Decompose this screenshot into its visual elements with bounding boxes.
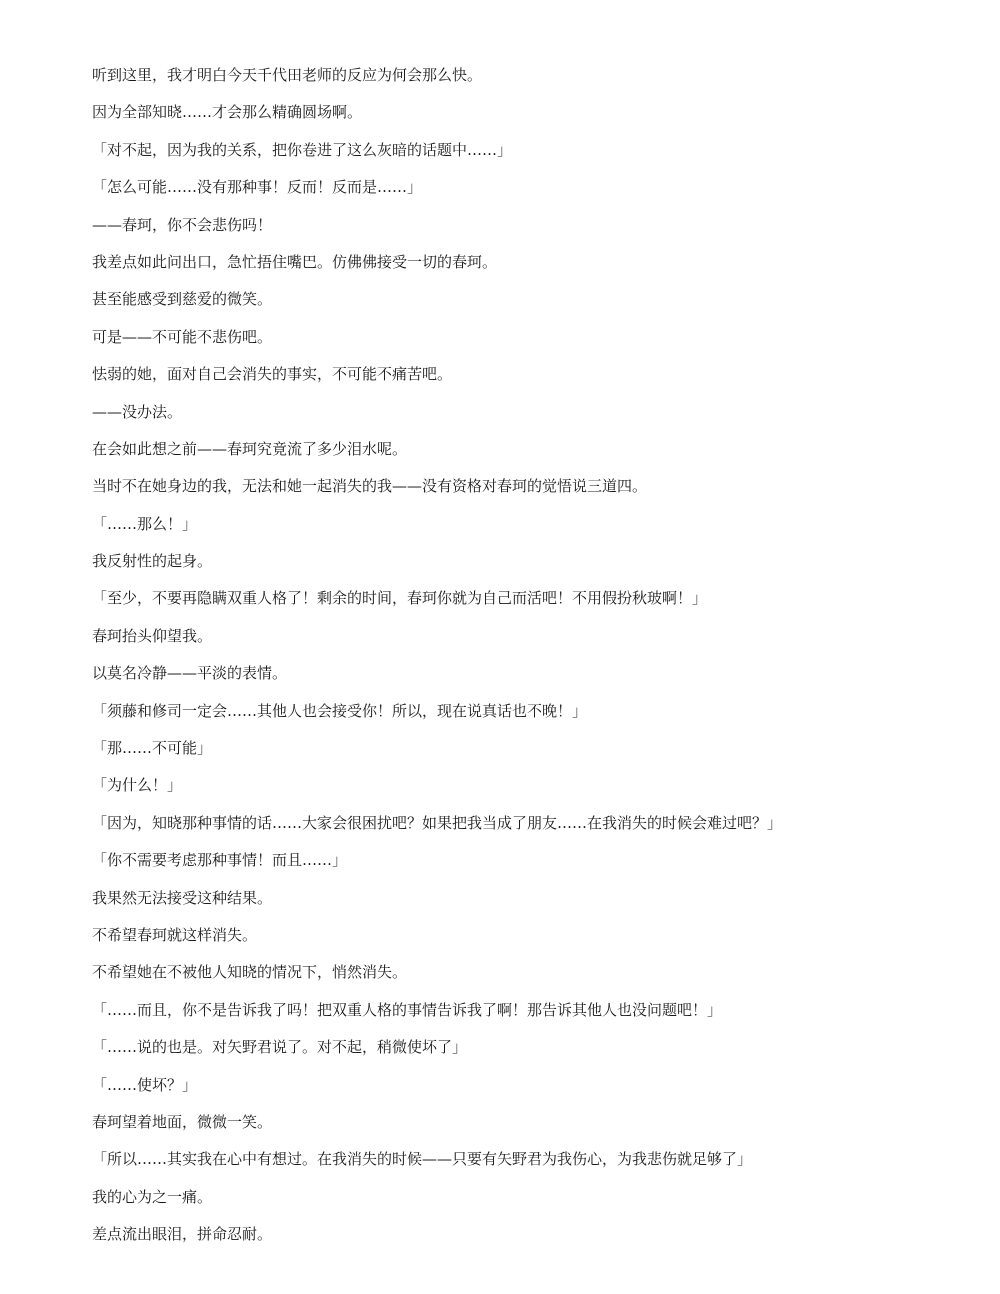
paragraph: 听到这里，我才明白今天千代田老师的反应为何会那么快。 [92,66,483,84]
paragraph: 不希望她在不被他人知晓的情况下，悄然消失。 [92,963,408,982]
paragraph: 差点流出眼泪，拼命忍耐。 [92,1225,273,1244]
paragraph: 「因为，知晓那种事情的话……大家会很困扰吧？如果把我当成了朋友……在我消失的时候会难过吧？」 [92,813,783,832]
paragraph: 「怎么可能……没有那种事！反而！反而是……」 [92,178,423,197]
paragraph: 「须藤和修司一定会……其他人也会接受你！所以，现在说真话也不晚！」 [92,701,588,720]
paragraph: 我果然无法接受这种结果。 [92,888,273,907]
paragraph: 以莫名冷静——平淡的表情。 [92,664,288,683]
paragraph: ——春珂，你不会悲伤吗！ [92,215,273,234]
paragraph: 我反射性的起身。 [92,552,213,571]
paragraph: 因为全部知晓……才会那么精确圆场啊。 [92,103,363,122]
paragraph: 「……说的也是。对矢野君说了。对不起，稍微使坏了」 [92,1038,468,1057]
paragraph: 春珂望着地面，微微一笑。 [92,1112,273,1131]
paragraph: 我差点如此问出口，急忙捂住嘴巴。仿佛佛接受一切的春珂。 [92,252,498,271]
paragraph: 「……而且，你不是告诉我了吗！把双重人格的事情告诉我了啊！那告诉其他人也没问题吧！」 [92,1000,723,1019]
paragraph: 「至少，不要再隐瞒双重人格了！剩余的时间，春珂你就为自己而活吧！不用假扮秋玻啊！」 [92,589,708,608]
paragraph: 甚至能感受到慈爱的微笑。 [92,290,273,309]
paragraph: 「……使坏？」 [92,1075,198,1094]
paragraph: 可是——不可能不悲伤吧。 [92,327,273,346]
paragraph: 「所以……其实我在心中有想过。在我消失的时候——只要有矢野君为我伤心，为我悲伤就足够了」 [92,1150,753,1169]
paragraph: 春珂抬头仰望我。 [92,626,213,645]
paragraph: 我的心为之一痛。 [92,1187,213,1206]
paragraph: 「为什么！」 [92,776,183,795]
paragraph: ——没办法。 [92,402,183,421]
paragraph: 「……那么！」 [92,514,198,533]
text-column [92,64,972,1261]
paragraph: 不希望春珂就这样消失。 [92,925,258,944]
paragraph: 当时不在她身边的我，无法和她一起消失的我——没有资格对春珂的觉悟说三道四。 [92,477,648,496]
paragraph: 在会如此想之前——春珂究竟流了多少泪水呢。 [92,439,408,458]
paragraph: 「那……不可能」 [92,739,213,758]
paragraph: 「你不需要考虑那种事情！而且……」 [92,851,348,870]
paragraph: 怯弱的她，面对自己会消失的事实，不可能不痛苦吧。 [92,365,453,384]
paragraph: 「对不起，因为我的关系，把你卷进了这么灰暗的话题中……」 [92,140,513,159]
